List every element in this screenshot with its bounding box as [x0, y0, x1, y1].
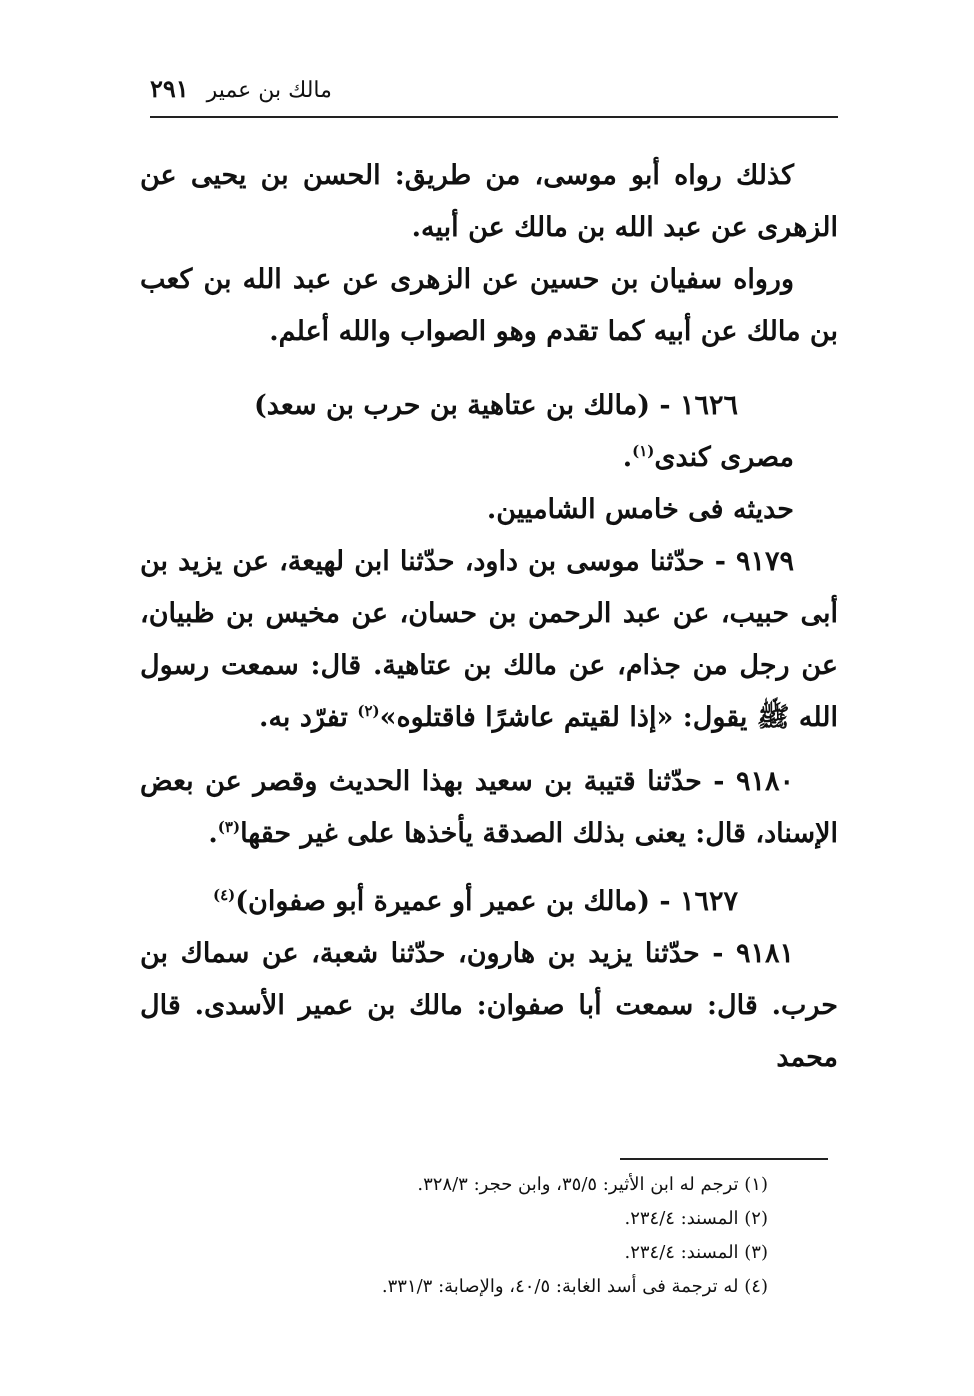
header-group: [150, 74, 332, 103]
entry-heading-1627-text: ١٦٢٧ - (مالك بن عمير أو عميرة أبو صفوان): [235, 886, 738, 917]
hadith-9180-tail: .: [208, 818, 218, 849]
running-title: مالك بن عمير: [206, 78, 332, 103]
entry-1626-origin: مصرى كندى$^{(١)}$.: [622, 442, 794, 473]
footnotes: [200, 1168, 768, 1304]
entry-heading-1626: [140, 380, 838, 432]
hadith-9181: ٩١٨١ - حدّثنا يزيد بن هارون، حدّثنا شعبة، عن سماك بن حرب. قال: سمعت أبا صفوان: مالك بن عمير الأسدى. قال محمد: [140, 938, 838, 1073]
hadith-9179: [140, 536, 838, 744]
entry-heading-1627: [140, 876, 838, 928]
footnote-3: (٣) المسند: ٢٣٤/٤.: [624, 1242, 768, 1263]
footnote-4: (٤) له ترجمة فى أسد الغابة: ٤٠/٥، والإصابة: ٣٣١/٣.: [381, 1276, 768, 1297]
paragraph-1: كذلك رواه أبو موسى، من طريق: الحسن بن يحيى عن الزهرى عن عبد الله بن مالك عن أبيه.: [140, 160, 838, 243]
page-number: ٢٩١: [150, 74, 189, 103]
footnote-ref-1[interactable]: (١): [632, 442, 655, 460]
header-rule: [150, 116, 838, 118]
entry-1626-hadith-location: حديثه فى خامس الشاميين.: [486, 494, 794, 525]
hadith-9180: [140, 756, 838, 860]
footnote-ref-2[interactable]: (٢): [357, 702, 380, 720]
footnote-rule: [620, 1158, 828, 1160]
origin-text: مصرى كندى: [654, 442, 794, 473]
hadith-9180-text: ٩١٨٠ - حدّثنا قتيبة بن سعيد بهذا الحديث وقصر عن بعض الإسناد، قال: يعنى بذلك الصدقة يأخذها على غير حقها: [140, 766, 838, 849]
entry-heading-1626-text: ١٦٢٦ - (مالك بن عتاهية بن حرب بن سعد): [253, 390, 738, 421]
footnote-ref-3[interactable]: (٣): [217, 818, 241, 836]
footnote-2: (٢) المسند: ٢٣٤/٤.: [624, 1208, 768, 1229]
main-text: [140, 150, 838, 1084]
footnote-1: (١) ترجم له ابن الأثير: ٣٥/٥، وابن حجر: ٣٢٨/٣.: [417, 1174, 768, 1195]
hadith-9179-tail: تفرّد به.: [259, 702, 358, 733]
hadith-9179-text: ٩١٧٩ - حدّثنا موسى بن داود، حدّثنا ابن لهيعة، عن يزيد بن أبى حبيب، عن عبد الرحمن بن حسان، عن مخيس بن ظبيان، عن رجل من جذام، عن مالك بن عتاهية. قال: سمعت رسول الله ﷺ يقول: «إذا لقيتم عاشرًا فاقتلوه»: [140, 546, 838, 733]
footnote-ref-4[interactable]: (٤): [212, 886, 236, 904]
running-header: [150, 72, 838, 112]
paragraph-2: ورواه سفيان بن حسين عن الزهرى عن عبد الله بن كعب بن مالك عن أبيه كما تقدم وهو الصواب والله أعلم.: [140, 264, 838, 347]
